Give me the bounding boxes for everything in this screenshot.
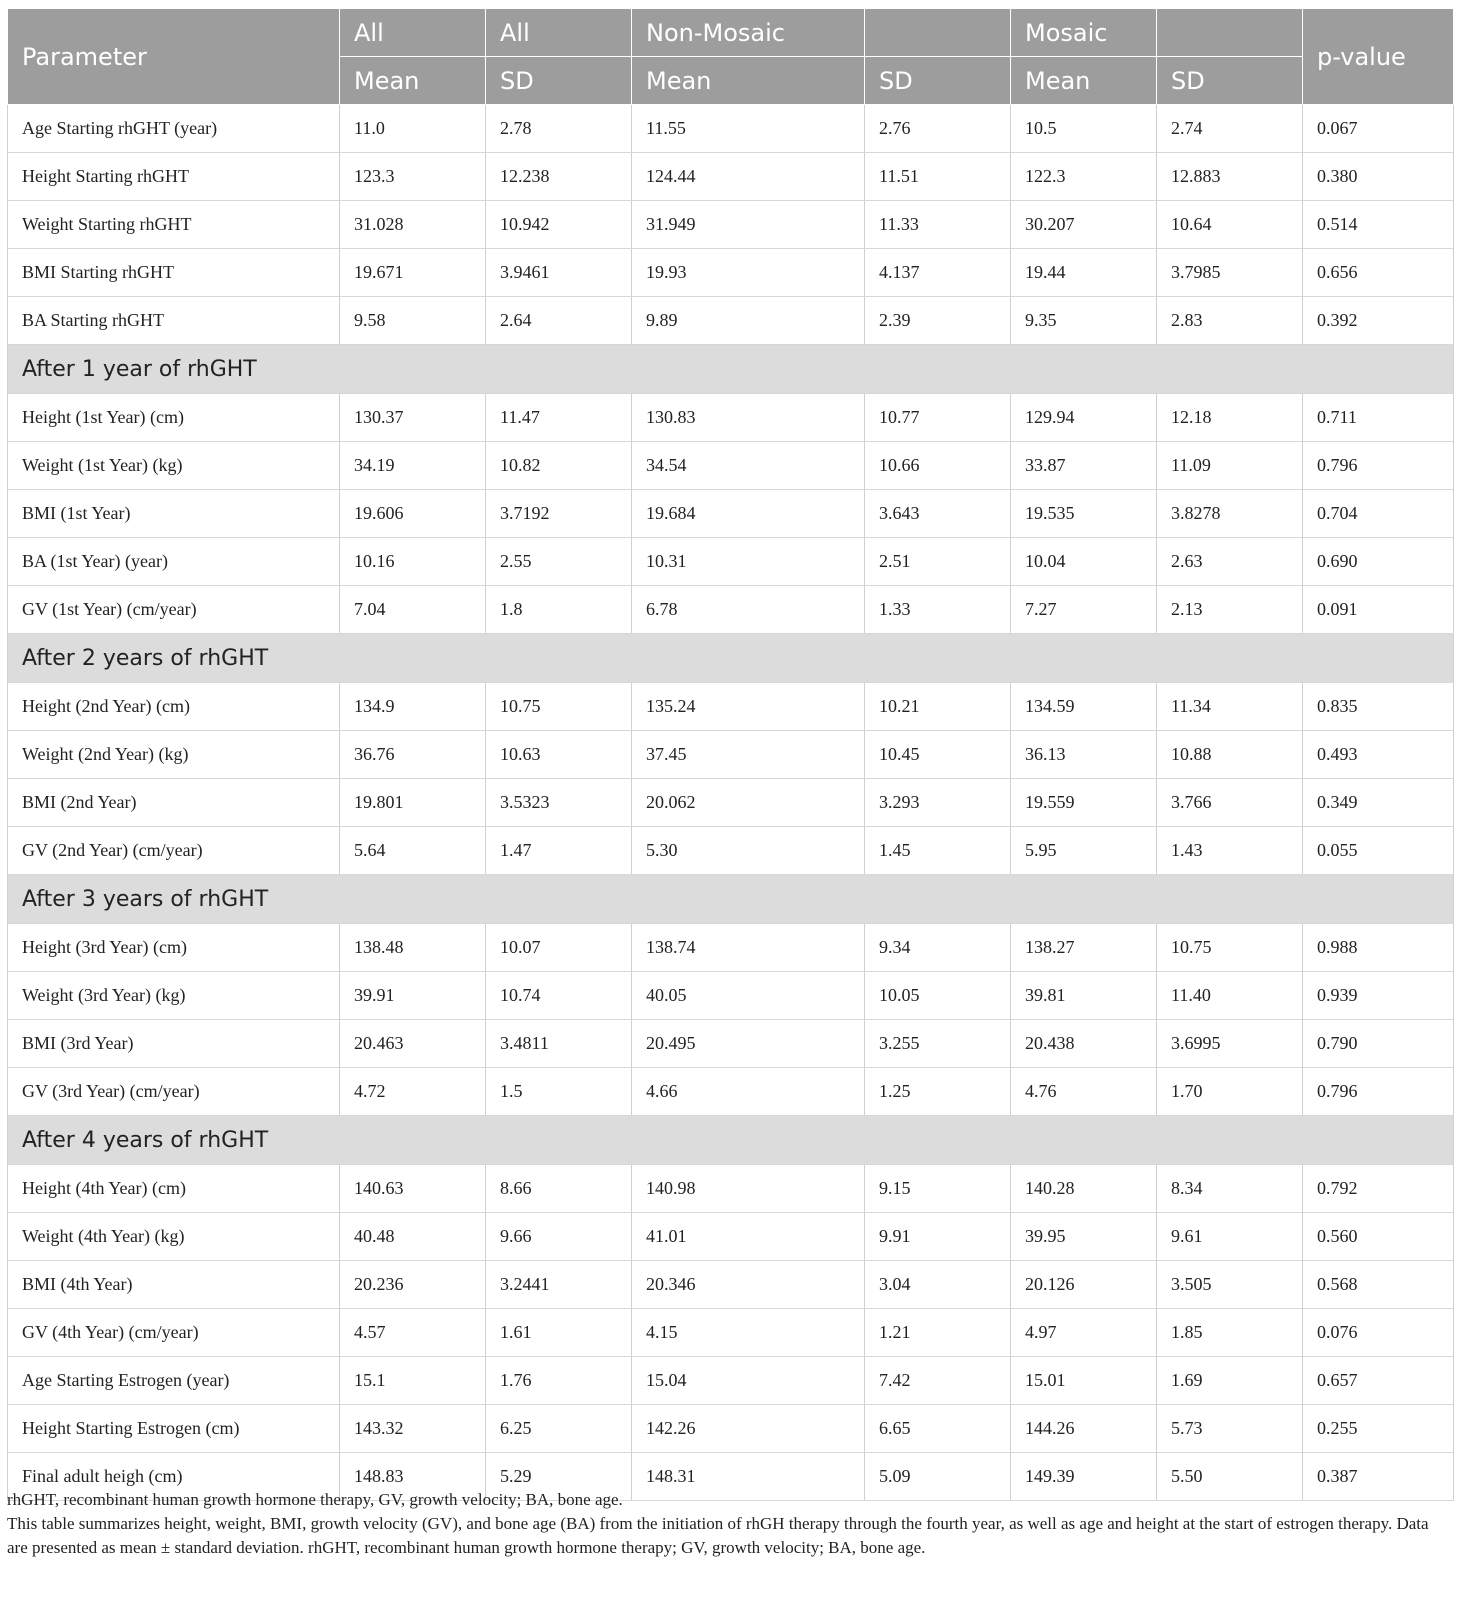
cell-nonmosaic-mean: 140.98 xyxy=(632,1165,865,1213)
cell-mosaic-mean: 122.3 xyxy=(1011,153,1157,201)
cell-all-mean: 19.671 xyxy=(340,249,486,297)
cell-parameter: Height Starting rhGHT xyxy=(8,153,340,201)
cell-parameter: Weight Starting rhGHT xyxy=(8,201,340,249)
cell-all-sd: 12.238 xyxy=(486,153,632,201)
section-label: After 2 years of rhGHT xyxy=(8,634,1454,683)
cell-nonmosaic-sd: 4.137 xyxy=(865,249,1011,297)
cell-mosaic-sd: 2.74 xyxy=(1157,105,1303,153)
cell-parameter: GV (3rd Year) (cm/year) xyxy=(8,1068,340,1116)
cell-all-sd: 3.5323 xyxy=(486,779,632,827)
table-row xyxy=(8,1068,1454,1116)
table-row xyxy=(8,394,1454,442)
table-row xyxy=(8,490,1454,538)
cell-p-value: 0.392 xyxy=(1303,297,1454,345)
cell-mosaic-mean: 20.126 xyxy=(1011,1261,1157,1309)
cell-nonmosaic-mean: 19.93 xyxy=(632,249,865,297)
cell-nonmosaic-sd: 11.51 xyxy=(865,153,1011,201)
cell-mosaic-mean: 19.44 xyxy=(1011,249,1157,297)
cell-parameter: BMI (4th Year) xyxy=(8,1261,340,1309)
cell-nonmosaic-sd: 10.05 xyxy=(865,972,1011,1020)
cell-all-mean: 39.91 xyxy=(340,972,486,1020)
cell-parameter: BMI (2nd Year) xyxy=(8,779,340,827)
cell-all-mean: 40.48 xyxy=(340,1213,486,1261)
cell-parameter: Weight (1st Year) (kg) xyxy=(8,442,340,490)
cell-mosaic-mean: 144.26 xyxy=(1011,1405,1157,1453)
cell-parameter: BA (1st Year) (year) xyxy=(8,538,340,586)
table-row xyxy=(8,105,1454,153)
cell-nonmosaic-mean: 19.684 xyxy=(632,490,865,538)
cell-mosaic-sd: 12.18 xyxy=(1157,394,1303,442)
cell-all-sd: 1.76 xyxy=(486,1357,632,1405)
cell-nonmosaic-mean: 10.31 xyxy=(632,538,865,586)
cell-mosaic-mean: 39.95 xyxy=(1011,1213,1157,1261)
cell-parameter: GV (2nd Year) (cm/year) xyxy=(8,827,340,875)
cell-mosaic-sd: 12.883 xyxy=(1157,153,1303,201)
cell-parameter: Height (2nd Year) (cm) xyxy=(8,683,340,731)
cell-mosaic-mean: 134.59 xyxy=(1011,683,1157,731)
cell-mosaic-mean: 36.13 xyxy=(1011,731,1157,779)
table-row xyxy=(8,201,1454,249)
cell-all-sd: 3.2441 xyxy=(486,1261,632,1309)
cell-nonmosaic-sd: 7.42 xyxy=(865,1357,1011,1405)
table-row xyxy=(8,827,1454,875)
cell-p-value: 0.568 xyxy=(1303,1261,1454,1309)
cell-all-sd: 6.25 xyxy=(486,1405,632,1453)
cell-all-mean: 138.48 xyxy=(340,924,486,972)
cell-nonmosaic-sd: 3.255 xyxy=(865,1020,1011,1068)
table-row xyxy=(8,1357,1454,1405)
cell-all-mean: 130.37 xyxy=(340,394,486,442)
cell-nonmosaic-mean: 138.74 xyxy=(632,924,865,972)
header-mosaic-sd-group xyxy=(1157,9,1303,57)
cell-mosaic-sd: 3.8278 xyxy=(1157,490,1303,538)
cell-p-value: 0.349 xyxy=(1303,779,1454,827)
cell-all-sd: 9.66 xyxy=(486,1213,632,1261)
table-row xyxy=(8,586,1454,634)
cell-mosaic-sd: 1.43 xyxy=(1157,827,1303,875)
cell-all-sd: 5.29 xyxy=(486,1453,632,1501)
cell-all-mean: 140.63 xyxy=(340,1165,486,1213)
cell-parameter: Weight (2nd Year) (kg) xyxy=(8,731,340,779)
cell-nonmosaic-sd: 6.65 xyxy=(865,1405,1011,1453)
table-row xyxy=(8,779,1454,827)
table-row xyxy=(8,538,1454,586)
cell-nonmosaic-sd: 3.04 xyxy=(865,1261,1011,1309)
cell-mosaic-mean: 149.39 xyxy=(1011,1453,1157,1501)
cell-all-sd: 3.7192 xyxy=(486,490,632,538)
cell-mosaic-sd: 10.64 xyxy=(1157,201,1303,249)
cell-nonmosaic-sd: 10.66 xyxy=(865,442,1011,490)
cell-p-value: 0.514 xyxy=(1303,201,1454,249)
cell-all-mean: 134.9 xyxy=(340,683,486,731)
cell-nonmosaic-mean: 4.15 xyxy=(632,1309,865,1357)
cell-mosaic-sd: 3.6995 xyxy=(1157,1020,1303,1068)
cell-p-value: 0.055 xyxy=(1303,827,1454,875)
cell-mosaic-mean: 39.81 xyxy=(1011,972,1157,1020)
cell-all-mean: 5.64 xyxy=(340,827,486,875)
cell-nonmosaic-sd: 1.25 xyxy=(865,1068,1011,1116)
cell-p-value: 0.656 xyxy=(1303,249,1454,297)
cell-mosaic-mean: 30.207 xyxy=(1011,201,1157,249)
cell-nonmosaic-mean: 4.66 xyxy=(632,1068,865,1116)
cell-mosaic-sd: 10.88 xyxy=(1157,731,1303,779)
cell-p-value: 0.792 xyxy=(1303,1165,1454,1213)
table-body xyxy=(8,105,1454,1501)
cell-p-value: 0.711 xyxy=(1303,394,1454,442)
cell-mosaic-mean: 10.04 xyxy=(1011,538,1157,586)
cell-p-value: 0.657 xyxy=(1303,1357,1454,1405)
table-container xyxy=(7,8,1453,1501)
cell-all-sd: 2.78 xyxy=(486,105,632,153)
cell-p-value: 0.076 xyxy=(1303,1309,1454,1357)
cell-all-sd: 10.74 xyxy=(486,972,632,1020)
section-row xyxy=(8,1116,1454,1165)
cell-nonmosaic-sd: 3.293 xyxy=(865,779,1011,827)
cell-nonmosaic-mean: 15.04 xyxy=(632,1357,865,1405)
cell-p-value: 0.988 xyxy=(1303,924,1454,972)
table-row xyxy=(8,442,1454,490)
section-row xyxy=(8,875,1454,924)
cell-mosaic-mean: 9.35 xyxy=(1011,297,1157,345)
cell-all-mean: 143.32 xyxy=(340,1405,486,1453)
cell-nonmosaic-sd: 3.643 xyxy=(865,490,1011,538)
cell-all-mean: 20.236 xyxy=(340,1261,486,1309)
cell-parameter: BA Starting rhGHT xyxy=(8,297,340,345)
cell-nonmosaic-sd: 5.09 xyxy=(865,1453,1011,1501)
header-nonmosaic-group: Non-Mosaic xyxy=(632,9,865,57)
header-mosaic-mean: Mean xyxy=(1011,57,1157,105)
cell-nonmosaic-sd: 9.34 xyxy=(865,924,1011,972)
cell-nonmosaic-mean: 41.01 xyxy=(632,1213,865,1261)
cell-mosaic-sd: 11.40 xyxy=(1157,972,1303,1020)
cell-all-mean: 10.16 xyxy=(340,538,486,586)
footnote-abbreviations: rhGHT, recombinant human growth hormone therapy, GV, growth velocity; BA, bone age. xyxy=(7,1490,623,1509)
cell-all-sd: 10.75 xyxy=(486,683,632,731)
cell-all-sd: 10.07 xyxy=(486,924,632,972)
cell-nonmosaic-sd: 2.39 xyxy=(865,297,1011,345)
section-row xyxy=(8,345,1454,394)
cell-all-mean: 20.463 xyxy=(340,1020,486,1068)
cell-nonmosaic-mean: 40.05 xyxy=(632,972,865,1020)
header-all-sd-group: All xyxy=(486,9,632,57)
cell-all-sd: 11.47 xyxy=(486,394,632,442)
cell-mosaic-sd: 3.505 xyxy=(1157,1261,1303,1309)
cell-all-mean: 11.0 xyxy=(340,105,486,153)
cell-all-mean: 15.1 xyxy=(340,1357,486,1405)
table-row xyxy=(8,1020,1454,1068)
cell-p-value: 0.255 xyxy=(1303,1405,1454,1453)
cell-mosaic-mean: 5.95 xyxy=(1011,827,1157,875)
table-row xyxy=(8,153,1454,201)
cell-all-sd: 1.5 xyxy=(486,1068,632,1116)
cell-p-value: 0.790 xyxy=(1303,1020,1454,1068)
cell-parameter: BMI (1st Year) xyxy=(8,490,340,538)
table-row xyxy=(8,1165,1454,1213)
table-row xyxy=(8,249,1454,297)
header-mosaic-group: Mosaic xyxy=(1011,9,1157,57)
cell-all-mean: 4.57 xyxy=(340,1309,486,1357)
cell-mosaic-sd: 5.73 xyxy=(1157,1405,1303,1453)
footnote-summary: This table summarizes height, weight, BMI, growth velocity (GV), and bone age (BA) from the initiation of rhGH therapy through the fourth year, as well as age and height at the start of estrogen therapy. Data are presented as mean ± standard deviation. rhGHT, recombinant human growth hormone therapy; GV, growth velocity; BA, bone age. xyxy=(7,1514,1429,1557)
cell-all-mean: 36.76 xyxy=(340,731,486,779)
header-row-1 xyxy=(8,9,1454,57)
cell-nonmosaic-mean: 148.31 xyxy=(632,1453,865,1501)
cell-mosaic-mean: 10.5 xyxy=(1011,105,1157,153)
cell-all-sd: 10.942 xyxy=(486,201,632,249)
header-all-sd: SD xyxy=(486,57,632,105)
cell-mosaic-sd: 1.69 xyxy=(1157,1357,1303,1405)
cell-nonmosaic-sd: 1.33 xyxy=(865,586,1011,634)
header-all-mean: Mean xyxy=(340,57,486,105)
cell-nonmosaic-sd: 1.45 xyxy=(865,827,1011,875)
cell-mosaic-sd: 1.85 xyxy=(1157,1309,1303,1357)
cell-all-mean: 34.19 xyxy=(340,442,486,490)
cell-mosaic-sd: 3.766 xyxy=(1157,779,1303,827)
cell-mosaic-sd: 5.50 xyxy=(1157,1453,1303,1501)
cell-nonmosaic-mean: 20.346 xyxy=(632,1261,865,1309)
cell-nonmosaic-sd: 1.21 xyxy=(865,1309,1011,1357)
cell-mosaic-mean: 138.27 xyxy=(1011,924,1157,972)
cell-parameter: Weight (4th Year) (kg) xyxy=(8,1213,340,1261)
cell-nonmosaic-mean: 124.44 xyxy=(632,153,865,201)
cell-nonmosaic-mean: 130.83 xyxy=(632,394,865,442)
cell-nonmosaic-mean: 5.30 xyxy=(632,827,865,875)
cell-mosaic-mean: 129.94 xyxy=(1011,394,1157,442)
header-p-value: p-value xyxy=(1303,9,1454,105)
cell-all-sd: 1.8 xyxy=(486,586,632,634)
cell-nonmosaic-sd: 10.45 xyxy=(865,731,1011,779)
cell-nonmosaic-sd: 2.51 xyxy=(865,538,1011,586)
cell-p-value: 0.704 xyxy=(1303,490,1454,538)
cell-parameter: Height (3rd Year) (cm) xyxy=(8,924,340,972)
cell-parameter: BMI Starting rhGHT xyxy=(8,249,340,297)
cell-nonmosaic-mean: 20.062 xyxy=(632,779,865,827)
header-all-mean-group: All xyxy=(340,9,486,57)
cell-parameter: Weight (3rd Year) (kg) xyxy=(8,972,340,1020)
cell-all-sd: 1.61 xyxy=(486,1309,632,1357)
cell-all-mean: 19.606 xyxy=(340,490,486,538)
cell-mosaic-sd: 9.61 xyxy=(1157,1213,1303,1261)
section-label: After 3 years of rhGHT xyxy=(8,875,1454,924)
cell-mosaic-sd: 8.34 xyxy=(1157,1165,1303,1213)
cell-mosaic-mean: 140.28 xyxy=(1011,1165,1157,1213)
cell-mosaic-sd: 2.63 xyxy=(1157,538,1303,586)
cell-p-value: 0.690 xyxy=(1303,538,1454,586)
cell-p-value: 0.067 xyxy=(1303,105,1454,153)
cell-parameter: Height (1st Year) (cm) xyxy=(8,394,340,442)
cell-all-sd: 3.9461 xyxy=(486,249,632,297)
cell-p-value: 0.560 xyxy=(1303,1213,1454,1261)
cell-mosaic-mean: 4.76 xyxy=(1011,1068,1157,1116)
cell-mosaic-mean: 7.27 xyxy=(1011,586,1157,634)
cell-nonmosaic-mean: 142.26 xyxy=(632,1405,865,1453)
cell-parameter: Final adult heigh (cm) xyxy=(8,1453,340,1501)
cell-p-value: 0.091 xyxy=(1303,586,1454,634)
cell-all-sd: 2.64 xyxy=(486,297,632,345)
cell-nonmosaic-mean: 135.24 xyxy=(632,683,865,731)
cell-parameter: GV (1st Year) (cm/year) xyxy=(8,586,340,634)
cell-nonmosaic-sd: 10.77 xyxy=(865,394,1011,442)
cell-parameter: Height (4th Year) (cm) xyxy=(8,1165,340,1213)
cell-all-sd: 1.47 xyxy=(486,827,632,875)
table-row xyxy=(8,1405,1454,1453)
cell-all-mean: 31.028 xyxy=(340,201,486,249)
cell-nonmosaic-mean: 34.54 xyxy=(632,442,865,490)
cell-mosaic-sd: 3.7985 xyxy=(1157,249,1303,297)
table-row xyxy=(8,731,1454,779)
cell-nonmosaic-mean: 6.78 xyxy=(632,586,865,634)
cell-nonmosaic-sd: 2.76 xyxy=(865,105,1011,153)
cell-p-value: 0.939 xyxy=(1303,972,1454,1020)
cell-nonmosaic-mean: 31.949 xyxy=(632,201,865,249)
cell-nonmosaic-sd: 9.15 xyxy=(865,1165,1011,1213)
cell-parameter: GV (4th Year) (cm/year) xyxy=(8,1309,340,1357)
cell-mosaic-sd: 2.13 xyxy=(1157,586,1303,634)
cell-nonmosaic-mean: 20.495 xyxy=(632,1020,865,1068)
cell-all-mean: 7.04 xyxy=(340,586,486,634)
cell-p-value: 0.493 xyxy=(1303,731,1454,779)
data-table xyxy=(7,8,1454,1501)
cell-mosaic-mean: 4.97 xyxy=(1011,1309,1157,1357)
table-row xyxy=(8,924,1454,972)
table-header xyxy=(8,9,1454,105)
section-label: After 1 year of rhGHT xyxy=(8,345,1454,394)
cell-all-sd: 3.4811 xyxy=(486,1020,632,1068)
cell-mosaic-sd: 11.09 xyxy=(1157,442,1303,490)
cell-mosaic-mean: 19.559 xyxy=(1011,779,1157,827)
cell-nonmosaic-sd: 10.21 xyxy=(865,683,1011,731)
table-row xyxy=(8,1309,1454,1357)
header-parameter: Parameter xyxy=(8,9,340,105)
cell-p-value: 0.380 xyxy=(1303,153,1454,201)
cell-all-mean: 148.83 xyxy=(340,1453,486,1501)
cell-mosaic-mean: 19.535 xyxy=(1011,490,1157,538)
cell-nonmosaic-sd: 11.33 xyxy=(865,201,1011,249)
section-row xyxy=(8,634,1454,683)
cell-parameter: Age Starting Estrogen (year) xyxy=(8,1357,340,1405)
table-row xyxy=(8,683,1454,731)
cell-all-sd: 8.66 xyxy=(486,1165,632,1213)
cell-p-value: 0.796 xyxy=(1303,442,1454,490)
section-label: After 4 years of rhGHT xyxy=(8,1116,1454,1165)
header-mosaic-sd: SD xyxy=(1157,57,1303,105)
table-row xyxy=(8,297,1454,345)
cell-all-mean: 19.801 xyxy=(340,779,486,827)
cell-parameter: BMI (3rd Year) xyxy=(8,1020,340,1068)
cell-mosaic-sd: 11.34 xyxy=(1157,683,1303,731)
header-nonmosaic-mean: Mean xyxy=(632,57,865,105)
cell-p-value: 0.835 xyxy=(1303,683,1454,731)
cell-all-mean: 4.72 xyxy=(340,1068,486,1116)
cell-mosaic-mean: 33.87 xyxy=(1011,442,1157,490)
cell-p-value: 0.796 xyxy=(1303,1068,1454,1116)
cell-parameter: Age Starting rhGHT (year) xyxy=(8,105,340,153)
table-row xyxy=(8,972,1454,1020)
cell-p-value: 0.387 xyxy=(1303,1453,1454,1501)
cell-all-mean: 123.3 xyxy=(340,153,486,201)
header-nonmosaic-sd-group xyxy=(865,9,1011,57)
cell-mosaic-mean: 20.438 xyxy=(1011,1020,1157,1068)
cell-all-mean: 9.58 xyxy=(340,297,486,345)
cell-nonmosaic-mean: 37.45 xyxy=(632,731,865,779)
cell-all-sd: 10.82 xyxy=(486,442,632,490)
cell-mosaic-sd: 2.83 xyxy=(1157,297,1303,345)
cell-nonmosaic-mean: 11.55 xyxy=(632,105,865,153)
cell-all-sd: 10.63 xyxy=(486,731,632,779)
cell-all-sd: 2.55 xyxy=(486,538,632,586)
cell-mosaic-sd: 10.75 xyxy=(1157,924,1303,972)
table-row xyxy=(8,1261,1454,1309)
cell-mosaic-sd: 1.70 xyxy=(1157,1068,1303,1116)
header-nonmosaic-sd: SD xyxy=(865,57,1011,105)
table-row xyxy=(8,1213,1454,1261)
cell-nonmosaic-sd: 9.91 xyxy=(865,1213,1011,1261)
cell-mosaic-mean: 15.01 xyxy=(1011,1357,1157,1405)
cell-nonmosaic-mean: 9.89 xyxy=(632,297,865,345)
cell-parameter: Height Starting Estrogen (cm) xyxy=(8,1405,340,1453)
